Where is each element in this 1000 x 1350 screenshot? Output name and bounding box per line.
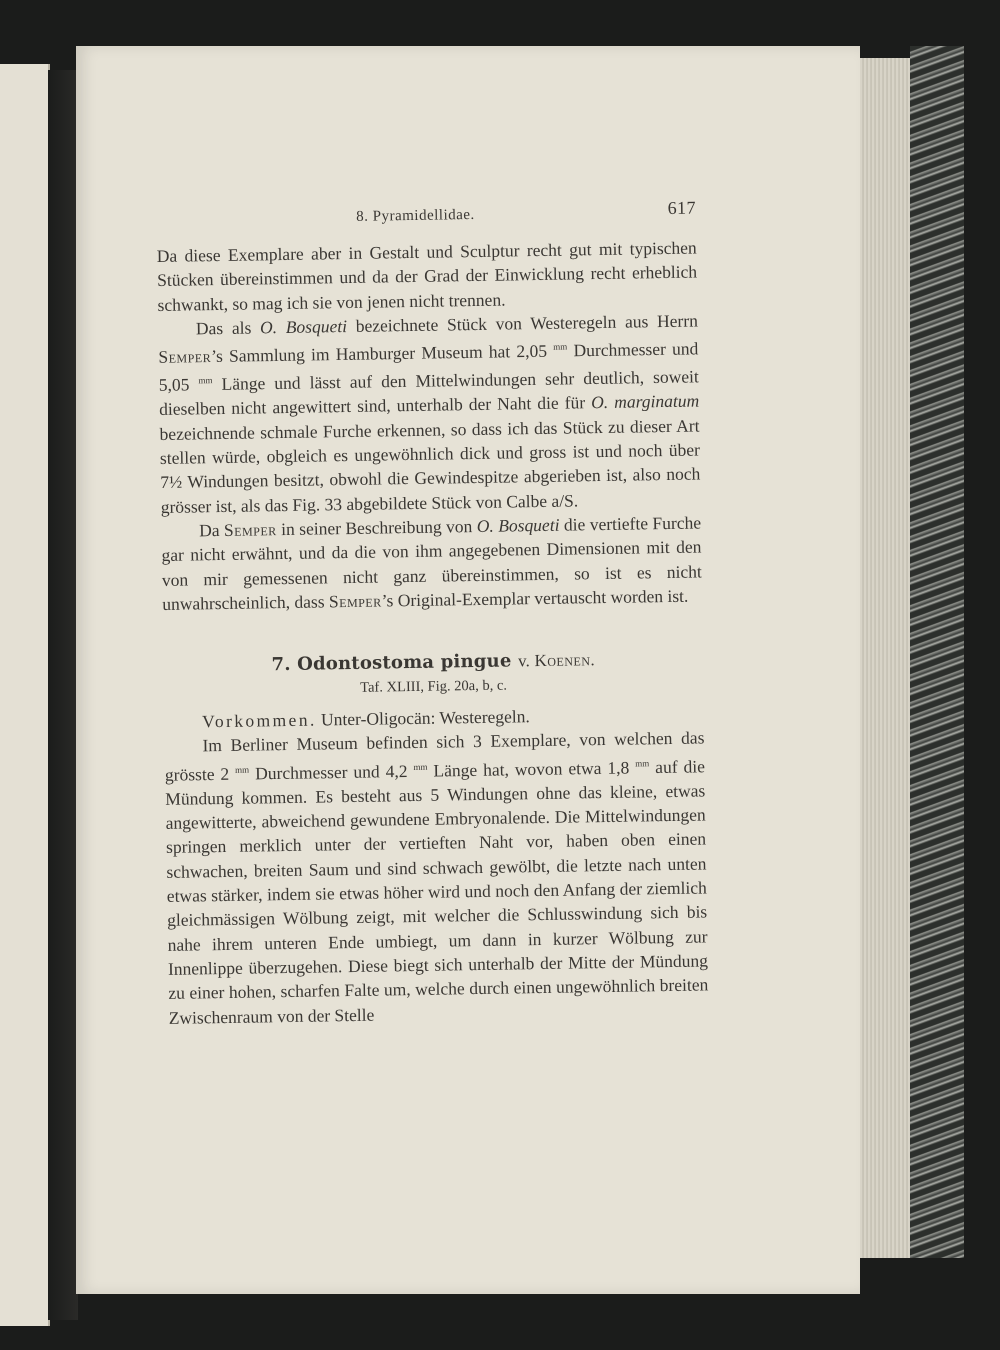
text-run: Im Berliner Museum befinden sich 3 Exemplare, von welchen das grösste 2 (164, 727, 705, 785)
page-block-edges (860, 58, 916, 1258)
author-name-smallcaps: Semper (223, 519, 277, 540)
species-heading (163, 648, 703, 677)
author-name-smallcaps: Semper (158, 346, 212, 367)
text-run: in seiner Beschreibung von (276, 515, 477, 540)
text-run: Durchmesser und 4,2 (249, 760, 414, 784)
unit-superscript: mm (413, 761, 428, 772)
text-run: Da (198, 519, 225, 541)
text-run: bezeichnende schmale Furche erkennen, so dass ich das Stück zu dieser Art stellen würde, obgleich es ungewöhnlich dick und gross ist und noch über 7½ Windungen besitzt, obwohl die Gewindespitze abgerieben ist, also noch grösser ist, als das Fig. 33 abgebildete Stück von Calbe a/S. (159, 415, 701, 517)
text-run: Das als (195, 317, 261, 339)
species-title: 7. Odontostoma pingue (271, 650, 512, 676)
author-prefix: v. (517, 651, 535, 671)
page-content (156, 198, 709, 1030)
unit-superscript: mm (553, 341, 568, 352)
species-author (518, 650, 595, 670)
text-run: auf die Mündung kommen. Es besteht aus 5 Windungen ohne das kleine, etwas angewitterte, abweichend gewundene Embryonalende. Die Mittelwindungen springen merklich unter der vertieften Naht vor, haben oben einen schwachen, breiten Saum und sind schwach gewölbt, die letzte nach unten etwas stärker, indem sie etwas höher wird und noch den Anfang der ziemlich gleichmässigen Wölbung zeigt, mit welcher die Schlusswindung sich bis nahe ihrem unteren Ende umbiegt, um dann in kurzer Wölbung zur Innenlippe überzugehen. Diese biegt sich unterhalb der Mitte der Mündung zu einer hohen, scharfen Falte um, welche durch einen ungewöhnlich breiten Zwischenraum von der Stelle (165, 755, 709, 1028)
paragraph-description (164, 726, 709, 1030)
paragraph-continued (157, 236, 698, 317)
author-suffix: . (590, 650, 596, 670)
author-name-smallcaps: Semper (328, 590, 382, 612)
text-run: Länge hat, wovon etwa 1,8 (427, 757, 636, 781)
left-page-edge (0, 64, 50, 1326)
marbled-book-cover (910, 46, 964, 1258)
author-name: Koenen (534, 650, 591, 671)
unit-superscript: mm (635, 758, 650, 769)
unit-superscript: mm (198, 375, 213, 386)
unit-superscript: mm (235, 764, 250, 775)
page-number: 617 (667, 197, 697, 218)
text-run: ’s Sammlung im Hamburger Museum hat 2,05 (210, 340, 554, 367)
occurrence-text: Unter-Oligocän: Westeregeln. (316, 706, 530, 730)
paragraph-bosqueti (158, 308, 701, 518)
book-gutter (48, 70, 78, 1320)
text-run: ’s Original-Exemplar vertauscht worden ist. (381, 585, 689, 611)
section-title: 8. Pyramidellidae. (356, 206, 475, 225)
italic-text: O. marginatum (591, 390, 700, 413)
text-run: Länge und lässt auf den Mittelwindungen sehr deutlich, soweit dieselben nicht angewittert sind, unterhalb der Naht die für (159, 366, 699, 420)
italic-text: O. Bosqueti (476, 514, 560, 536)
text-run: Durchmesser und 5,05 (158, 338, 699, 396)
occurrence-label: Vorkommen. (201, 709, 317, 732)
text-run: Da diese Exemplare aber in Gestalt und Sculptur recht gut mit typischen Stücken übereinstimmen und da der Grad der Einwicklung recht erheblich schwankt, so mag ich sie von jenen nicht trennen. (156, 237, 698, 315)
paragraph-semper (161, 510, 702, 616)
text-run: die vertiefte Furche gar nicht erwähnt, und da die von ihm angegebenen Dimensionen mit den von mir gemessenen nicht ganz übereinstimmen, so ist es nicht unwahrscheinlich, dass (161, 512, 702, 614)
text-run: bezeichnete Stück von Westeregeln aus Herrn (346, 310, 699, 336)
plate-reference: Taf. XLIII, Fig. 20a, b, c. (360, 677, 508, 696)
italic-text: O. Bosqueti (259, 315, 348, 338)
